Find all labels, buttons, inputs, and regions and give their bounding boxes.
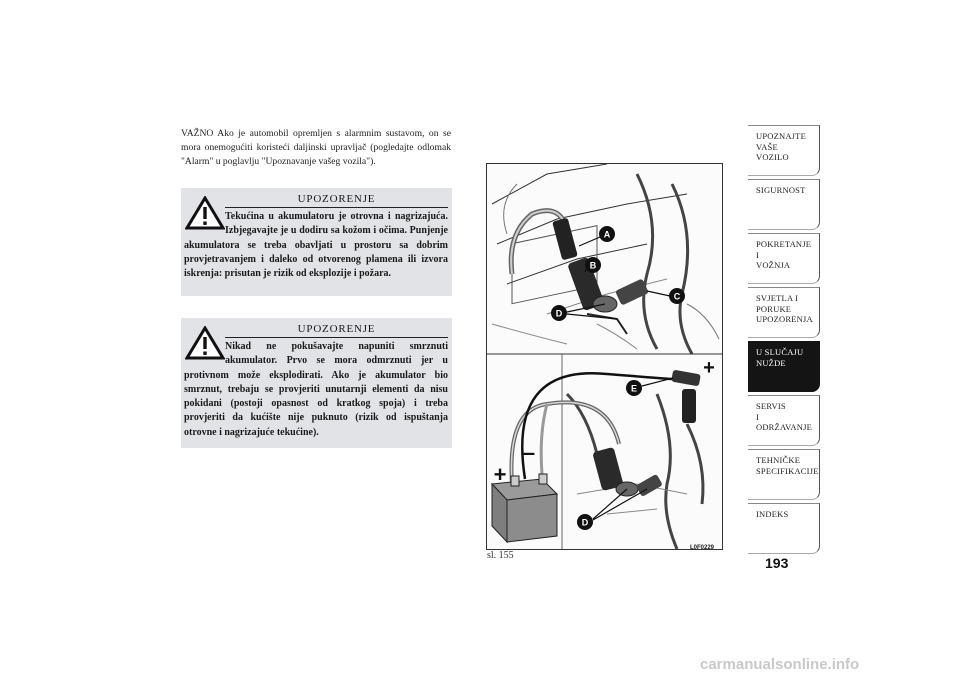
terminal-clamp-bottom bbox=[592, 370, 701, 497]
tab-u-slucaju-nuzde[interactable]: U SLUČAJU NUŽDE bbox=[748, 341, 820, 392]
battery-illustration bbox=[486, 163, 723, 550]
tab-indeks[interactable]: INDEKS bbox=[748, 503, 820, 554]
label-a: A bbox=[603, 229, 611, 240]
warning-text-1: Tekućina u akumulatoru je otrovna i nagrizajuća. Izbjegavajte je u dodiru sa kožom i očima. Punjenje akumulatora se treba obavljati u prostoru sa dobrim provjetravanjem i daleko od otvorenog plamena ili izvora iskrenja: prisutan je rizik od eksplozije i požara. bbox=[184, 211, 448, 280]
intro-paragraph: VAŽNO Ako je automobil opremljen s alarmnim sustavom, on se mora onemogućiti koristeći daljinski upravljač (pogledajte odlomak "Alarm" u poglavlju "Upoznavanje vašeg vozila"). bbox=[181, 128, 451, 167]
label-b: B bbox=[589, 260, 597, 271]
tab-svjetla-i-poruke[interactable]: SVJETLA I PORUKE UPOZORENJA bbox=[748, 287, 820, 338]
figure-caption: sl. 155 bbox=[487, 550, 514, 561]
warning-title-1: UPOZORENJE bbox=[225, 193, 448, 208]
tab-sigurnost[interactable]: SIGURNOST bbox=[748, 179, 820, 230]
page-number: 193 bbox=[765, 555, 789, 571]
plus-sign-left: + bbox=[493, 462, 507, 487]
plus-sign-top: + bbox=[703, 357, 715, 379]
tab-pokretanje-i-voznja[interactable]: POKRETANJE I VOŽNJA bbox=[748, 233, 820, 284]
tab-tehnicke-specifikacije[interactable]: TEHNIČKE SPECIFIKACIJE bbox=[748, 449, 820, 500]
warning-box-2 bbox=[181, 318, 452, 448]
warning-box-1 bbox=[181, 188, 452, 296]
battery-diagram bbox=[487, 164, 722, 549]
label-e: E bbox=[630, 383, 638, 394]
tab-upoznajte-vase-vozilo[interactable]: UPOZNAJTE VAŠE VOZILO bbox=[748, 125, 820, 176]
label-d-bottom: D bbox=[581, 517, 589, 528]
warning-text-2: Nikad ne pokušavajte napuniti smrznuti akumulator. Prvo se mora odmrznuti jer u protivnom može eksplodirati. Ako je akumulator bio smrznut, trebaju se provjeriti unutarnji elementi da nisu pokidani (postoji opasnost od kratkog spoja) i treba provjeriti da kućište nije puknuto (rizik od ispuštanja otrovne i nagrizajuće tekućine). bbox=[184, 341, 448, 438]
watermark: carmanualsonline.info bbox=[700, 656, 860, 673]
chapter-tabs bbox=[748, 125, 820, 557]
tab-servis-i-odrzavanje[interactable]: SERVIS I ODRŽAVANJE bbox=[748, 395, 820, 446]
figure-code: L0F0229 bbox=[690, 545, 715, 551]
minus-sign: – bbox=[522, 440, 536, 465]
warning-title-2: UPOZORENJE bbox=[225, 323, 448, 338]
top-panel-engine-bay bbox=[492, 164, 719, 354]
label-d-top: D bbox=[555, 308, 563, 319]
label-c: C bbox=[673, 291, 681, 302]
